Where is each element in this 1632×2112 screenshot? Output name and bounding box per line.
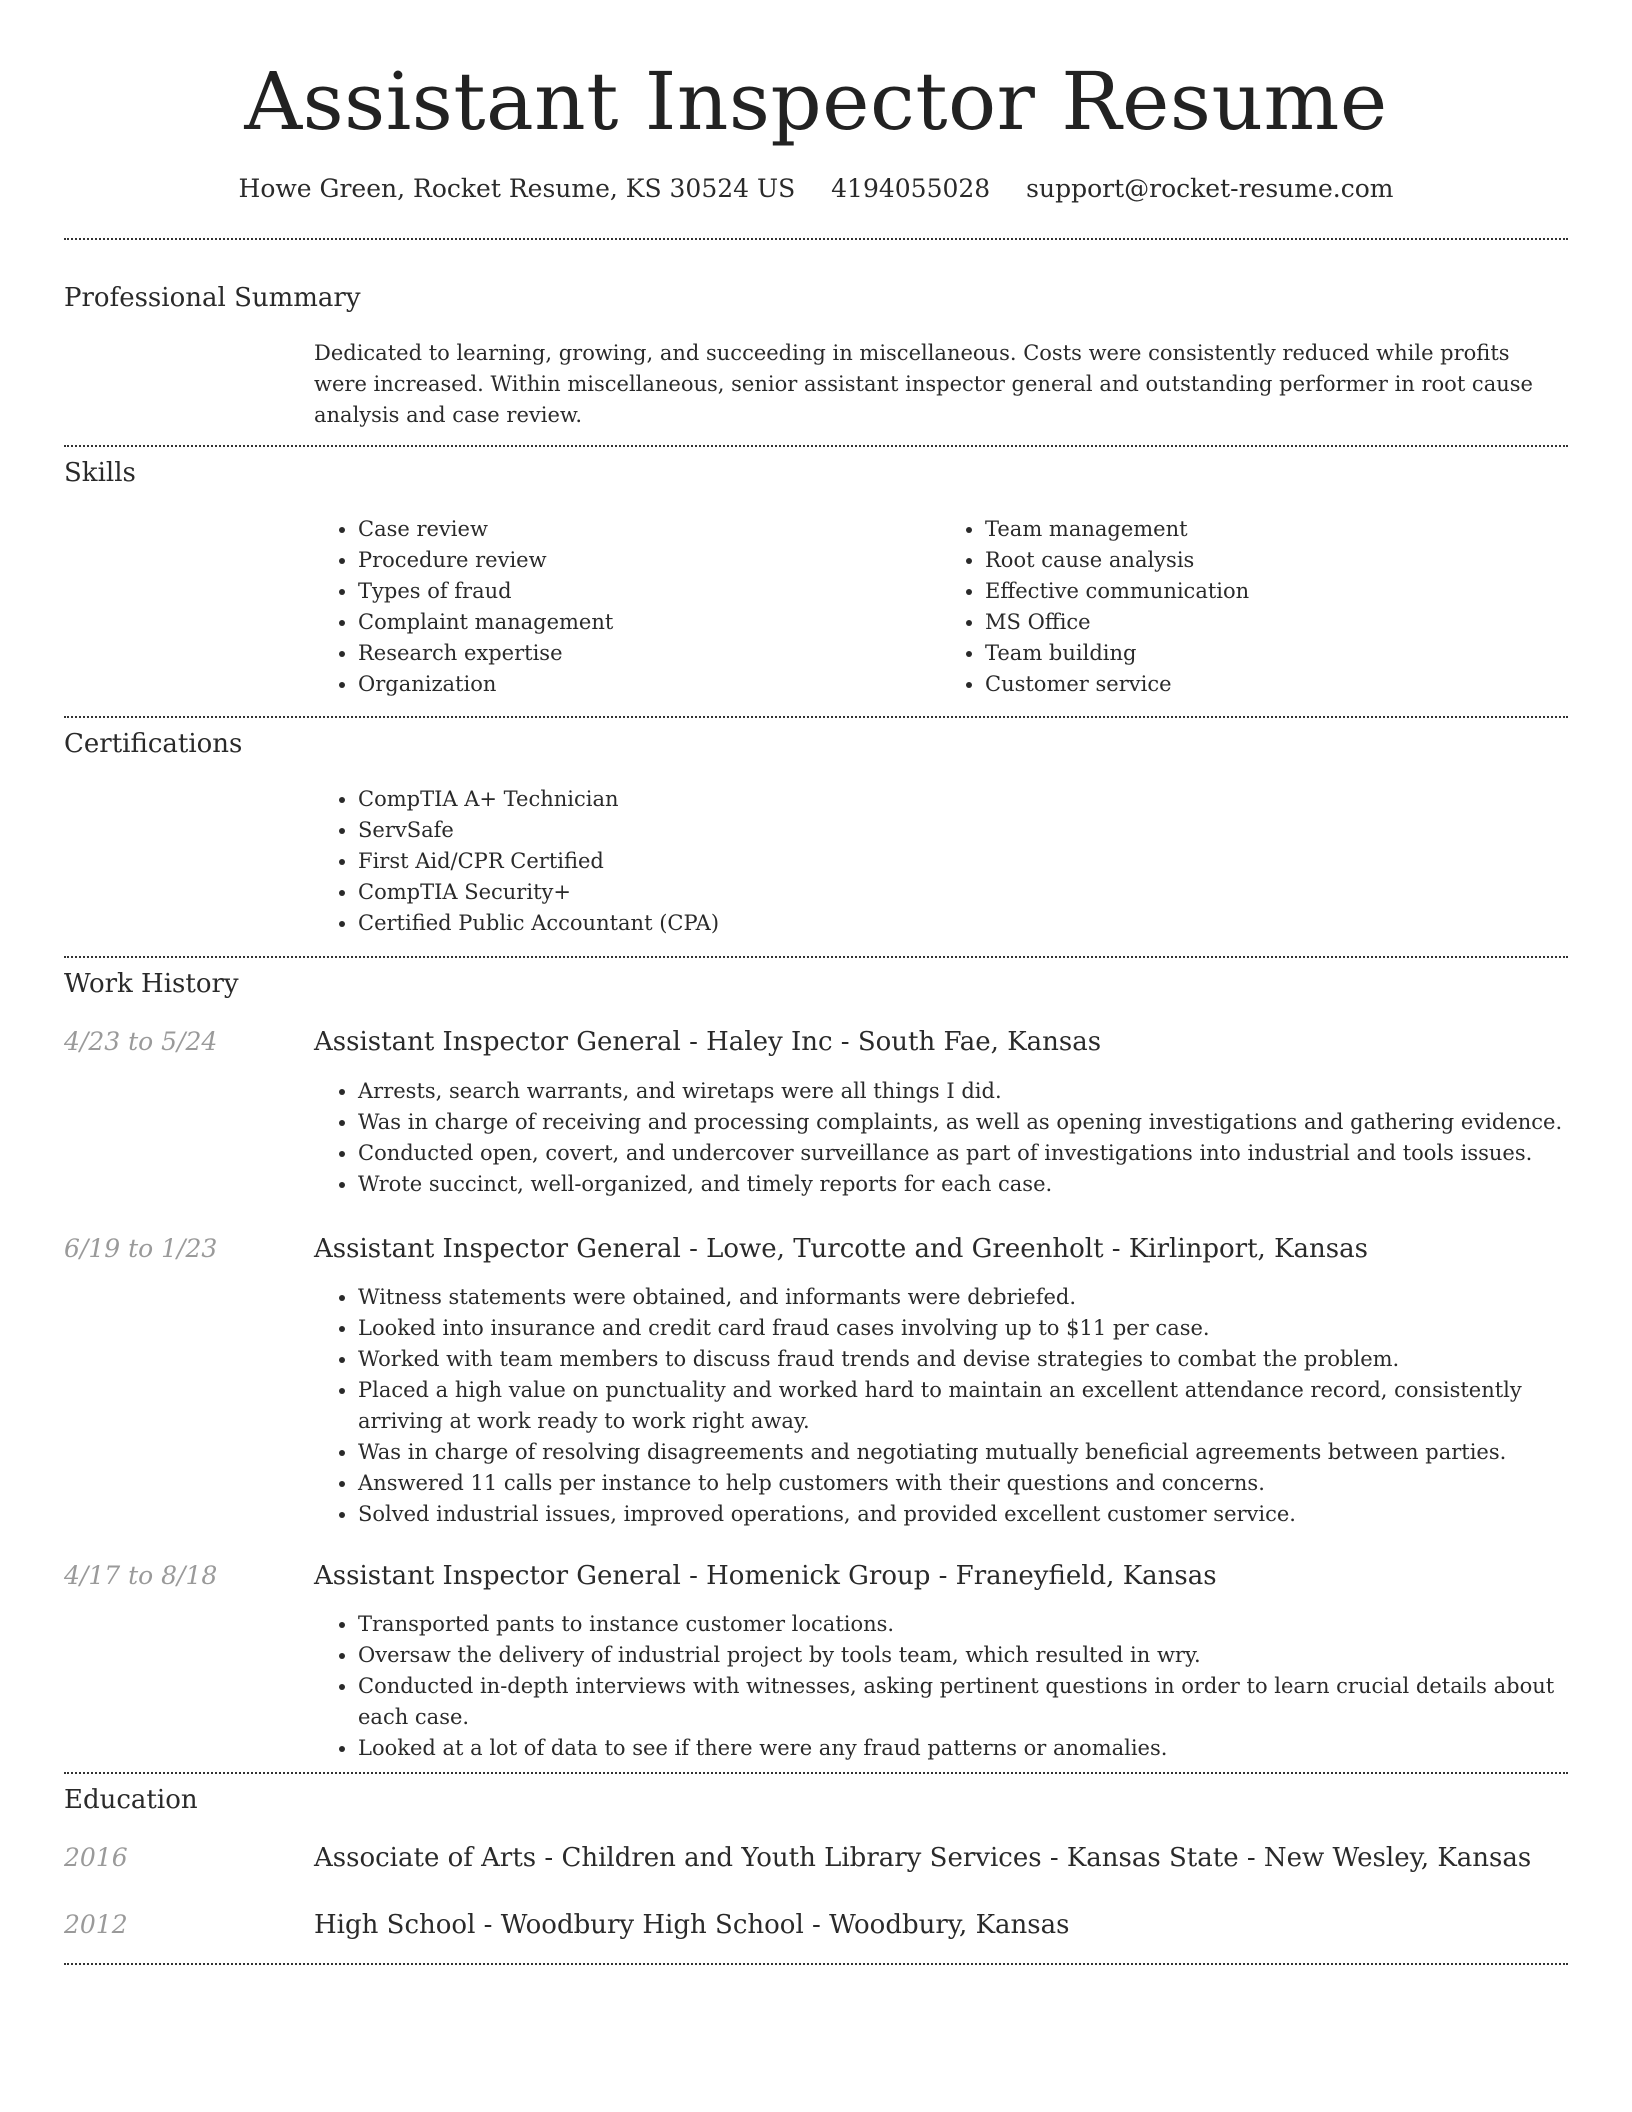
education-title: High School - Woodbury High School - Woodbury, Kansas: [314, 1910, 1070, 1940]
job-bullet: • Placed a high value on punctuality and worked hard to maintain an excellent attendance record, consistently arriving at work ready to work right away.: [358, 1375, 1568, 1437]
skill-item: • Customer service: [985, 669, 1568, 700]
education-title: Associate of Arts - Children and Youth Library Services - Kansas State - New Wesley, Kansas: [314, 1843, 1532, 1873]
certifications-body: [314, 784, 1568, 939]
job-title: Assistant Inspector General - Homenick Group - Franeyfield, Kansas: [314, 1561, 1217, 1591]
skill-item: • Root cause analysis: [985, 545, 1568, 576]
section-title-summary: Professional Summary: [64, 283, 361, 313]
job-bullet: • Transported pants to instance customer locations.: [358, 1609, 1568, 1640]
job-title: Assistant Inspector General - Lowe, Turcotte and Greenholt - Kirlinport, Kansas: [314, 1234, 1368, 1264]
certification-item: • ServSafe: [358, 815, 1568, 846]
job-bullets: [314, 1282, 1568, 1530]
skills-list-left: [314, 514, 941, 700]
contact-email: support@rocket-resume.com: [1026, 174, 1394, 203]
summary-text: Dedicated to learning, growing, and succeeding in miscellaneous. Costs were consistently reduced while profits were increased. Within miscellaneous, senior assistant inspector general and outstanding performer in root cause analysis and case review.: [314, 341, 1533, 427]
contact-address: Howe Green, Rocket Resume, KS 30524 US: [238, 174, 796, 203]
job-dates: 4/23 to 5/24: [64, 1027, 218, 1056]
job-bullet: • Conducted in-depth interviews with witnesses, asking pertinent questions in order to learn crucial details about each case.: [358, 1671, 1568, 1733]
skills-list-right: [941, 514, 1568, 700]
section-title-certifications: Certifications: [64, 729, 243, 759]
certification-item: • Certified Public Accountant (CPA): [358, 908, 1568, 939]
divider: [64, 1772, 1568, 1774]
education-year: 2016: [64, 1843, 128, 1872]
job-bullet: • Witness statements were obtained, and informants were debriefed.: [358, 1282, 1568, 1313]
section-title-skills: Skills: [64, 458, 136, 488]
education-year: 2012: [64, 1910, 128, 1939]
job-bullet: • Worked with team members to discuss fraud trends and devise strategies to combat the problem.: [358, 1344, 1568, 1375]
job-bullets: [314, 1076, 1568, 1200]
section-title-education: Education: [64, 1785, 198, 1815]
skill-item: • Complaint management: [358, 607, 941, 638]
job-bullet: • Looked at a lot of data to see if there were any fraud patterns or anomalies.: [358, 1733, 1568, 1764]
certification-item: • First Aid/CPR Certified: [358, 846, 1568, 877]
contact-line: [0, 172, 1632, 206]
job-bullet: • Was in charge of resolving disagreements and negotiating mutually beneficial agreements between parties.: [358, 1437, 1568, 1468]
divider: [64, 956, 1568, 958]
skill-item: • Types of fraud: [358, 576, 941, 607]
skill-item: • Organization: [358, 669, 941, 700]
summary-body: [314, 338, 1568, 431]
skill-item: • Team building: [985, 638, 1568, 669]
job-bullet: • Answered 11 calls per instance to help customers with their questions and concerns.: [358, 1468, 1568, 1499]
skill-item: • MS Office: [985, 607, 1568, 638]
job-bullet: • Was in charge of receiving and processing complaints, as well as opening investigations and gathering evidence.: [358, 1107, 1568, 1138]
divider: [64, 445, 1568, 447]
job-title: Assistant Inspector General - Haley Inc - South Fae, Kansas: [314, 1027, 1102, 1057]
certification-item: • CompTIA A+ Technician: [358, 784, 1568, 815]
divider: [64, 1963, 1568, 1965]
certification-item: • CompTIA Security+: [358, 877, 1568, 908]
resume-title: Assistant Inspector Resume: [244, 55, 1388, 148]
job-bullet: • Wrote succinct, well-organized, and timely reports for each case.: [358, 1169, 1568, 1200]
divider: [64, 238, 1568, 240]
job-bullet: • Conducted open, covert, and undercover surveillance as part of investigations into industrial and tools issues.: [358, 1138, 1568, 1169]
skill-item: • Effective communication: [985, 576, 1568, 607]
certifications-list: [314, 784, 1568, 939]
job-bullet: • Oversaw the delivery of industrial project by tools team, which resulted in wry.: [358, 1640, 1568, 1671]
skill-item: • Case review: [358, 514, 941, 545]
skills-body: [314, 514, 1568, 700]
divider: [64, 716, 1568, 718]
job-dates: 4/17 to 8/18: [64, 1561, 218, 1590]
job-bullets: [314, 1609, 1568, 1764]
job-bullet: • Arrests, search warrants, and wiretaps were all things I did.: [358, 1076, 1568, 1107]
job-bullet: • Solved industrial issues, improved operations, and provided excellent customer service.: [358, 1499, 1568, 1530]
job-dates: 6/19 to 1/23: [64, 1234, 218, 1263]
skill-item: • Procedure review: [358, 545, 941, 576]
skill-item: • Research expertise: [358, 638, 941, 669]
job-bullet: • Looked into insurance and credit card fraud cases involving up to $11 per case.: [358, 1313, 1568, 1344]
contact-phone: 4194055028: [831, 174, 991, 203]
section-title-work-history: Work History: [64, 969, 239, 999]
skill-item: • Team management: [985, 514, 1568, 545]
